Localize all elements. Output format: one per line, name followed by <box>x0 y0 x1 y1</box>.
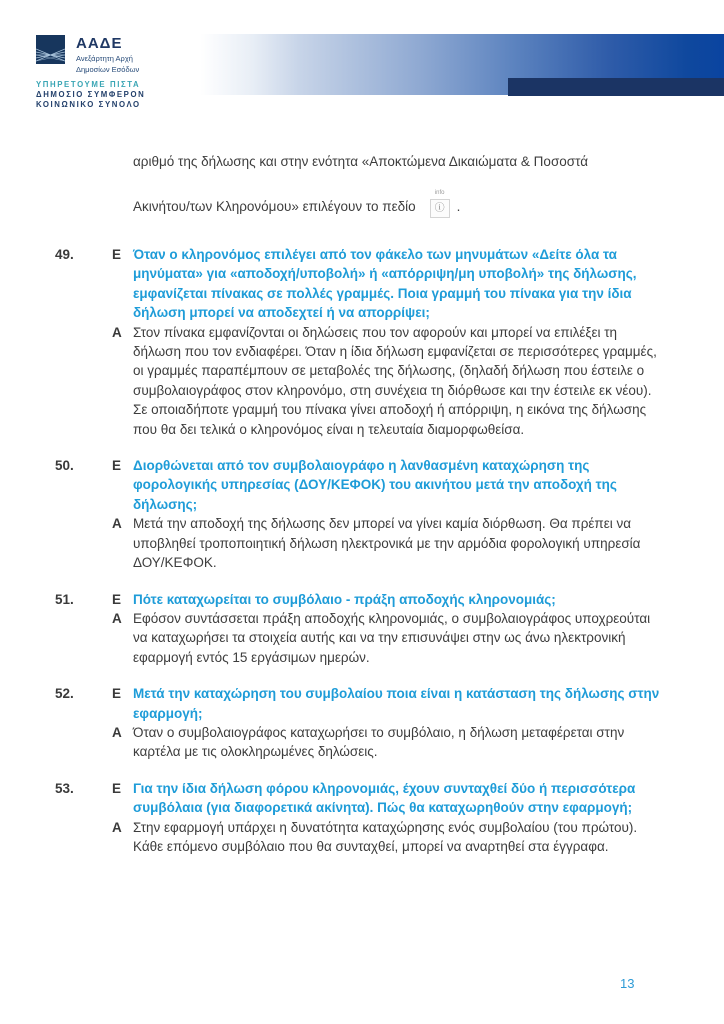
question-row <box>55 456 662 514</box>
qa-item-50 <box>55 456 662 572</box>
question-row <box>55 779 662 818</box>
header-navy-sub-bar <box>508 78 724 96</box>
question-row <box>55 590 662 609</box>
intro-line-2-text: Ακινήτου/των Κληρονόμου» επιλέγουν το πεδίο <box>133 199 416 214</box>
question-row <box>55 684 662 723</box>
answer-label: Α <box>112 610 122 626</box>
question-number: 52. <box>55 686 74 702</box>
aade-subtitle-line1: Ανεξάρτητη Αρχή <box>76 54 133 63</box>
question-text: Διορθώνεται από τον συμβολαιογράφο η λανθασμένη καταχώρηση της φορολογικής υπηρεσίας (ΔΟΥ/ΚΕΦΟΚ) του ακινήτου μετά την αποδοχή της δήλωσης; <box>133 458 617 512</box>
question-label: Ε <box>112 458 122 474</box>
answer-label: Α <box>112 516 122 532</box>
answer-row <box>55 514 662 572</box>
qa-item-53 <box>55 779 662 857</box>
question-number: 51. <box>55 591 74 607</box>
question-row <box>55 245 662 323</box>
answer-label: Α <box>112 819 122 835</box>
aade-logo-texts <box>76 35 139 74</box>
aade-motto-line2: ΔΗΜΟΣΙΟ ΣΥΜΦΕΡΟΝ <box>36 90 146 99</box>
question-label: Ε <box>112 686 122 702</box>
question-label: Ε <box>112 780 122 796</box>
answer-text: Όταν ο συμβολαιογράφος καταχωρήσει το συμβόλαιο, η δήλωση μεταφέρεται στην καρτέλα με τις ολοκληρωμένες δηλώσεις. <box>133 724 625 760</box>
question-text: Όταν ο κληρονόμος επιλέγει από τον φάκελο των μηνυμάτων «Δείτε όλα τα μηνύματα» για «αποδοχή/υποβολή» ή «απόρριψη/μη υποβολή» της δήλωσης, εμφανίζεται πίνακας σε πολλές γραμμές. Ποια γραμμή του πίνακα για την ίδια δήλωση μπορεί να αποδεχτεί ή να απορρίψει; <box>133 247 637 321</box>
question-label: Ε <box>112 247 122 262</box>
question-text: Μετά την καταχώρηση του συμβολαίου ποια είναι η κατάσταση της δήλωσης στην εφαρμογή; <box>133 686 660 721</box>
intro-line-2-period: . <box>456 199 461 214</box>
answer-row <box>55 323 662 439</box>
qa-item-51 <box>55 590 662 668</box>
info-icon-label: info <box>434 190 445 196</box>
page-number: 13 <box>620 976 635 991</box>
info-circle-icon: ⓘ <box>430 199 450 218</box>
question-number: 49. <box>55 247 74 262</box>
intro-line-1: αριθμό της δήλωσης και στην ενότητα «Αποκτώμενα Δικαιώματα & Ποσοστά <box>133 154 589 169</box>
aade-logo-block <box>36 35 196 110</box>
answer-row <box>55 609 662 667</box>
answer-text: Στην εφαρμογή υπάρχει η δυνατότητα καταχώρησης ενός συμβολαίου (του πρώτου). Κάθε επόμενο συμβόλαιο που θα συνταχθεί, μπορεί να αναρτηθεί στα έγγραφα. <box>133 819 638 854</box>
question-number: 53. <box>55 780 74 796</box>
aade-logo-top <box>36 35 196 74</box>
answer-text: Εφόσον συντάσσεται πράξη αποδοχής κληρονομιάς, ο συμβολαιογράφος υποχρεούται να καταχωρήσει τα στοιχεία αυτής και να την επισυνάψει στην ως άνω ηλεκτρονική εφαρμογή εντός 15 εργάσιμων ημερών. <box>133 610 651 665</box>
intro-paragraph <box>133 152 662 221</box>
question-label: Ε <box>112 591 122 607</box>
page-content <box>0 152 724 873</box>
qa-item-49 <box>55 245 662 439</box>
answer-row <box>55 818 662 857</box>
intro-line-2 <box>133 192 662 221</box>
aade-subtitle-line2: Δημοσίων Εσόδων <box>76 65 140 74</box>
info-field-icon <box>430 189 450 218</box>
aade-motto-line1: ΥΠΗΡΕΤΟΥΜΕ ΠΙΣΤΑ <box>36 80 141 89</box>
qa-item-52 <box>55 684 662 762</box>
question-number: 50. <box>55 458 74 474</box>
aade-motto-block <box>36 80 196 110</box>
question-text: Για την ίδια δήλωση φόρου κληρονομιάς, έχουν συνταχθεί δύο ή περισσότερα συμβόλαια (για διαφορετικά ακίνητα). Πώς θα καταχωρηθούν στην εφαρμογή; <box>133 780 636 816</box>
aade-motto-line3: ΚΟΙΝΩΝΙΚΟ ΣΥΝΟΛΟ <box>36 100 141 109</box>
aade-acronym: ΑΑΔΕ <box>76 35 123 52</box>
answer-label: Α <box>112 724 122 740</box>
answer-text: Στον πίνακα εμφανίζονται οι δηλώσεις που τον αφορούν και μπορεί να επιλέξει τη δήλωση που τον ενδιαφέρει. Όταν η ίδια δήλωση εμφανίζεται σε περισσότερες γραμμές, οι γραμμές παραπέμπουν σε μεταβολές της δήλωσης, (δηλαδή δήλωση που έστειλε ο συμβολαιογράφος στον κληρονόμο, στη συνέχεια τη διόρθωσε και την έστειλε εκ νέου). Σε οποιαδήποτε γραμμή του πίνακα γίνει αποδοχή ή απόρριψη, η εικόνα της δήλωσης που θα δει τελικά ο κληρονόμος είναι η τελευταία διαμορφωθείσα. <box>133 324 657 437</box>
question-text: Πότε καταχωρείται το συμβόλαιο - πράξη αποδοχής κληρονομιάς; <box>133 591 556 607</box>
answer-label: Α <box>112 324 122 340</box>
answer-row <box>55 723 662 762</box>
answer-text: Μετά την αποδοχή της δήλωσης δεν μπορεί να γίνει καμία διόρθωση. Θα πρέπει να υποβληθεί τροποποιητική δήλωση ηλεκτρονικά με την αρμόδια φορολογική υπηρεσία ΔΟΥ/ΚΕΦΟΚ. <box>133 516 641 571</box>
aade-logo-icon <box>36 35 65 64</box>
